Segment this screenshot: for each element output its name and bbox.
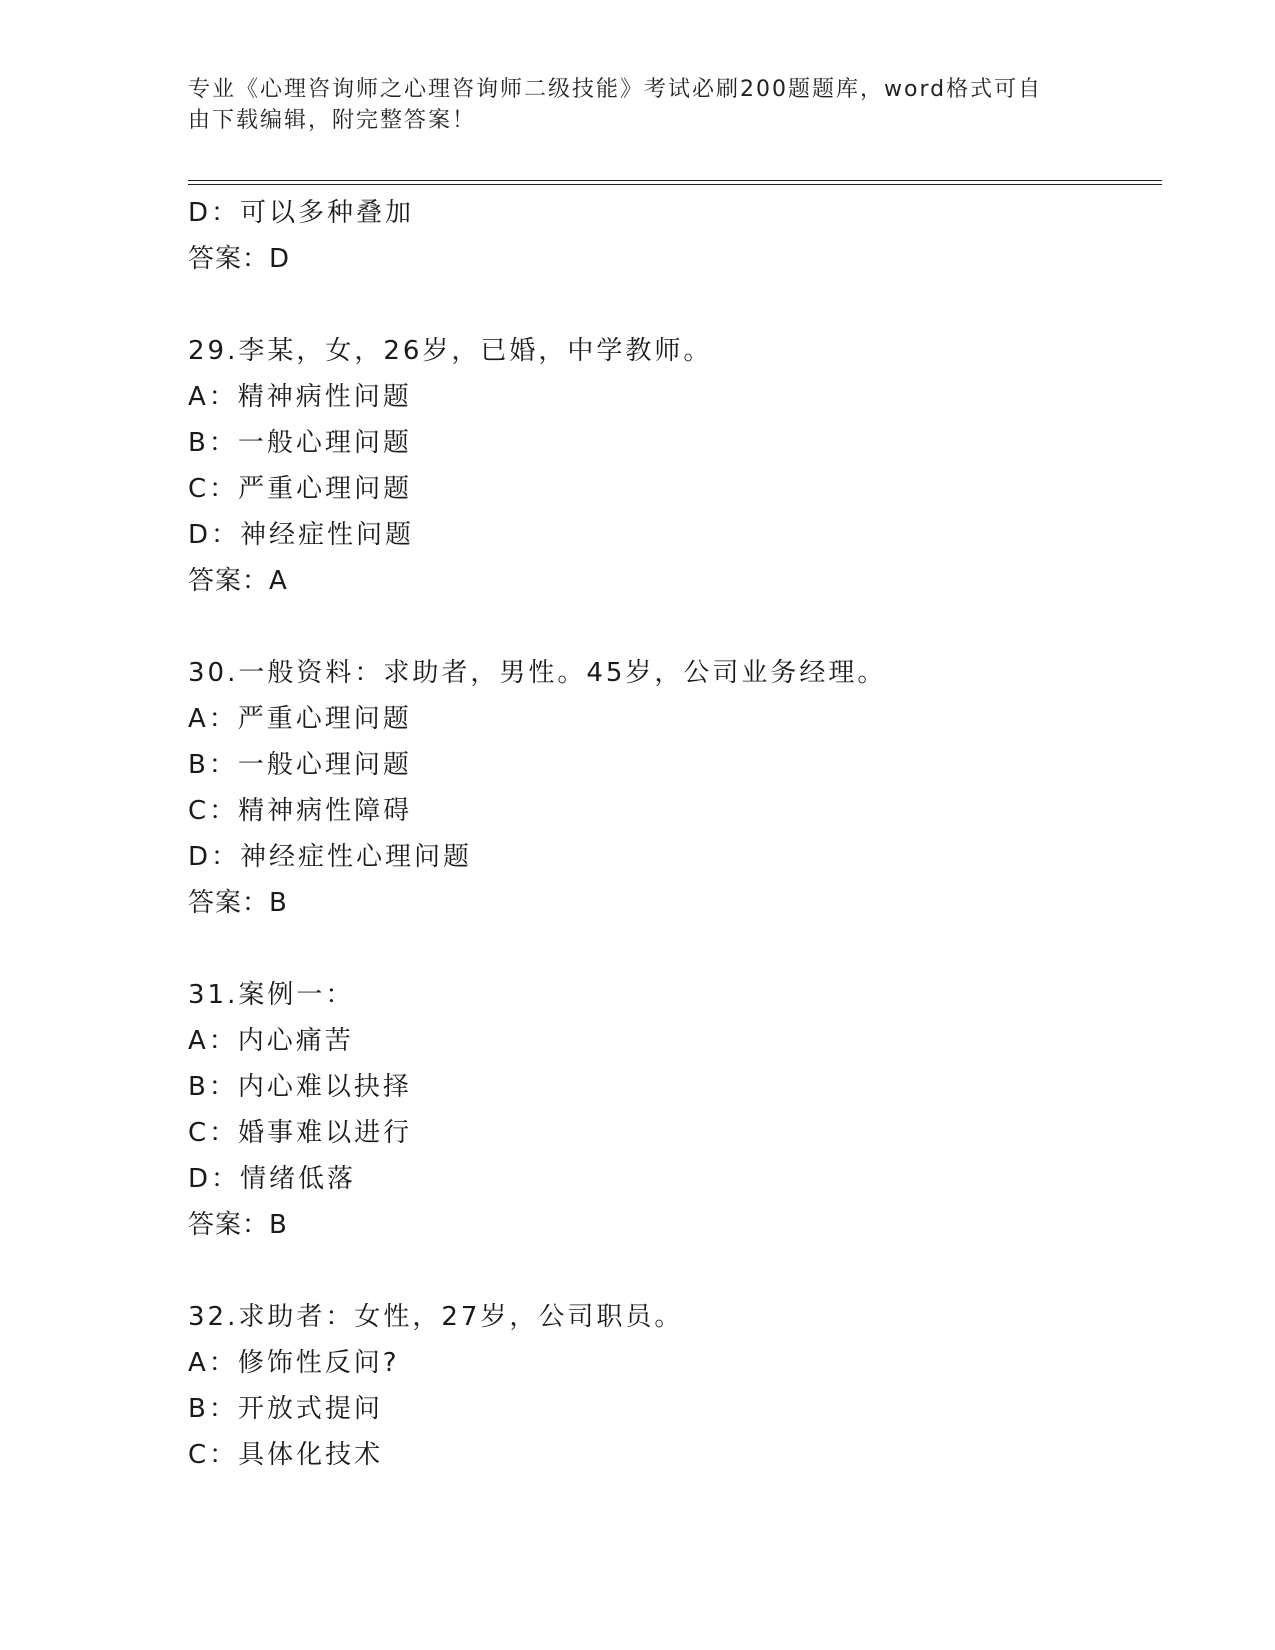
option-d: D：神经症性问题 bbox=[188, 520, 415, 550]
question-stem: 30.一般资料：求助者，男性。45岁，公司业务经理。 bbox=[188, 658, 887, 688]
option-c: C：严重心理问题 bbox=[188, 474, 413, 504]
option-a: A：严重心理问题 bbox=[188, 704, 412, 734]
option-b: B：一般心理问题 bbox=[188, 428, 412, 458]
header-divider-bottom bbox=[188, 184, 1162, 185]
option-c: C：婚事难以进行 bbox=[188, 1118, 413, 1148]
answer-line: 答案：D bbox=[188, 244, 291, 274]
question-stem: 29.李某，女，26岁，已婚，中学教师。 bbox=[188, 336, 713, 366]
answer-line: 答案：B bbox=[188, 1210, 288, 1240]
document-header bbox=[188, 74, 1068, 136]
question-stem: 32.求助者：女性，27岁，公司职员。 bbox=[188, 1302, 684, 1332]
option-b: B：一般心理问题 bbox=[188, 750, 412, 780]
option-a: A：内心痛苦 bbox=[188, 1026, 354, 1056]
option-c: C：精神病性障碍 bbox=[188, 796, 413, 826]
header-divider-top bbox=[188, 180, 1162, 181]
option-b: B：内心难以抉择 bbox=[188, 1072, 412, 1102]
option-c: C：具体化技术 bbox=[188, 1440, 384, 1470]
answer-line: 答案：B bbox=[188, 888, 288, 918]
option-d: D：可以多种叠加 bbox=[188, 198, 415, 228]
option-a: A：精神病性问题 bbox=[188, 382, 412, 412]
question-stem: 31.案例一： bbox=[188, 980, 355, 1010]
option-d: D：情绪低落 bbox=[188, 1164, 357, 1194]
answer-line: 答案：A bbox=[188, 566, 288, 596]
header-line-1: 专业《心理咨询师之心理咨询师二级技能》考试必刷200题题库，word格式可自 bbox=[188, 77, 1043, 102]
option-a: A：修饰性反问? bbox=[188, 1348, 400, 1378]
option-d: D：神经症性心理问题 bbox=[188, 842, 473, 872]
option-b: B：开放式提问 bbox=[188, 1394, 383, 1424]
header-line-2: 由下载编辑，附完整答案！ bbox=[188, 108, 477, 133]
question-content bbox=[188, 190, 1148, 1478]
